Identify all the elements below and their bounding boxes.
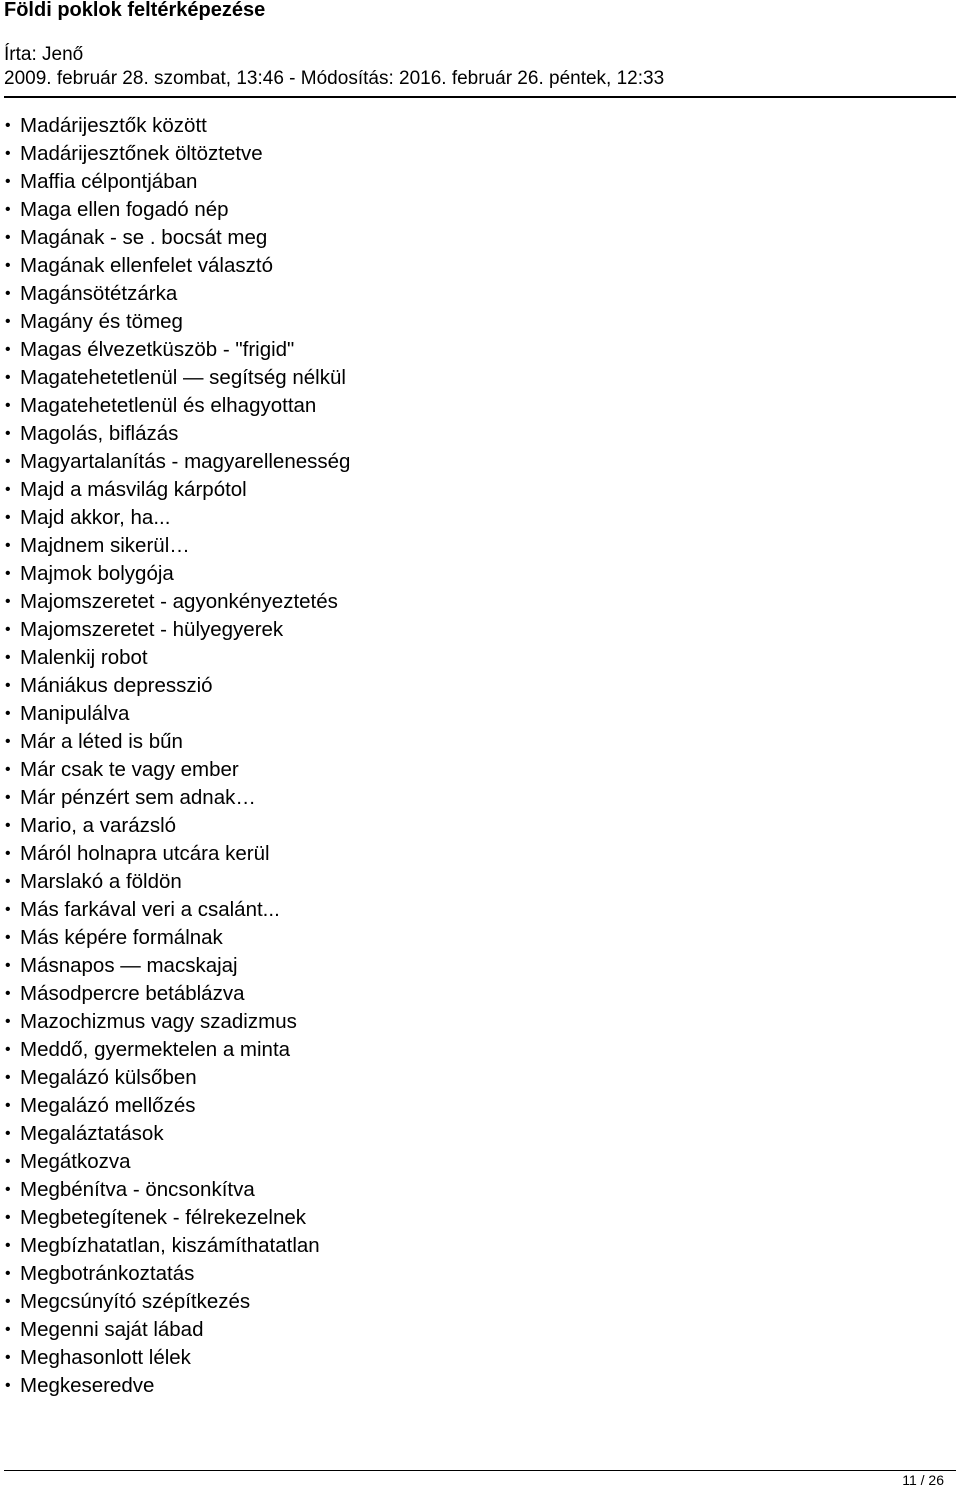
list-item-text: Más farkával veri a csalánt... xyxy=(20,898,280,921)
list-item-text: Megbénítva - öncsonkítva xyxy=(20,1178,255,1201)
bullet-icon: • xyxy=(5,985,11,1002)
bullet-icon: • xyxy=(5,537,11,554)
bullet-icon: • xyxy=(5,677,11,694)
bullet-icon: • xyxy=(5,593,11,610)
bullet-icon: • xyxy=(5,1293,11,1310)
list-item-text: Meghasonlott lélek xyxy=(20,1346,191,1369)
list-item-text: Maga ellen fogadó nép xyxy=(20,198,229,221)
list-item xyxy=(0,280,350,308)
list-item xyxy=(0,812,350,840)
list-item-text: Már a léted is bűn xyxy=(20,730,183,753)
list-item xyxy=(0,168,350,196)
list-item-text: Mazochizmus vagy szadizmus xyxy=(20,1010,297,1033)
bullet-icon: • xyxy=(5,145,11,162)
list-item xyxy=(0,1372,350,1400)
list-item xyxy=(0,952,350,980)
list-item xyxy=(0,504,350,532)
list-item-text: Megenni saját lábad xyxy=(20,1318,204,1341)
list-item-text: Majd a másvilág kárpótol xyxy=(20,478,247,501)
list-item xyxy=(0,924,350,952)
bullet-icon: • xyxy=(5,901,11,918)
list-item xyxy=(0,560,350,588)
bullet-icon: • xyxy=(5,817,11,834)
list-item xyxy=(0,588,350,616)
bullet-icon: • xyxy=(5,789,11,806)
bullet-icon: • xyxy=(5,1181,11,1198)
footer-divider xyxy=(4,1470,956,1471)
bullet-icon: • xyxy=(5,1209,11,1226)
list-item-text: Megátkozva xyxy=(20,1150,131,1173)
list-item xyxy=(0,1148,350,1176)
bullet-icon: • xyxy=(5,565,11,582)
list-item xyxy=(0,420,350,448)
bullet-icon: • xyxy=(5,929,11,946)
list-item-text: Magának ellenfelet választó xyxy=(20,254,273,277)
bullet-icon: • xyxy=(5,873,11,890)
list-item-text: Magolás, biflázás xyxy=(20,422,179,445)
list-item-text: Meddő, gyermektelen a minta xyxy=(20,1038,291,1061)
list-item xyxy=(0,112,350,140)
list-item-text: Magány és tömeg xyxy=(20,310,183,333)
list-item-text: Megbízhatatlan, kiszámíthatatlan xyxy=(20,1234,320,1257)
author-line: Írta: Jenő xyxy=(4,44,84,65)
list-item-text: Magatehetetlenül ― segítség nélkül xyxy=(20,366,346,389)
list-item xyxy=(0,672,350,700)
list-item-text: Már pénzért sem adnak… xyxy=(20,786,256,809)
list-item-text: Maffia célpontjában xyxy=(20,170,198,193)
bullet-icon: • xyxy=(5,1013,11,1030)
list-item xyxy=(0,1092,350,1120)
bullet-icon: • xyxy=(5,733,11,750)
list-item-text: Marslakó a földön xyxy=(20,870,182,893)
list-item-text: Majd akkor, ha... xyxy=(20,506,171,529)
bullet-icon: • xyxy=(5,313,11,330)
list-item xyxy=(0,364,350,392)
list-item xyxy=(0,1232,350,1260)
list-item xyxy=(0,1036,350,1064)
list-item-text: Majdnem sikerül… xyxy=(20,534,190,557)
list-item-text: Majomszeretet - agyonkényeztetés xyxy=(20,590,338,613)
header-divider xyxy=(4,96,956,98)
list-item-text: Megkeseredve xyxy=(20,1374,155,1397)
list-item-text: Magyartalanítás - magyarellenesség xyxy=(20,450,351,473)
bullet-icon: • xyxy=(5,1069,11,1086)
list-item-text: Malenkij robot xyxy=(20,646,148,669)
list-item-text: Madárijesztőnek öltöztetve xyxy=(20,142,263,165)
list-item xyxy=(0,896,350,924)
bullet-icon: • xyxy=(5,481,11,498)
list-item-text: Manipulálva xyxy=(20,702,130,725)
bullet-icon: • xyxy=(5,173,11,190)
list-item xyxy=(0,448,350,476)
bullet-icon: • xyxy=(5,1377,11,1394)
bullet-icon: • xyxy=(5,453,11,470)
list-item xyxy=(0,1260,350,1288)
entry-list xyxy=(0,112,350,1400)
bullet-icon: • xyxy=(5,1125,11,1142)
bullet-icon: • xyxy=(5,117,11,134)
list-item xyxy=(0,476,350,504)
list-item xyxy=(0,868,350,896)
bullet-icon: • xyxy=(5,1237,11,1254)
list-item-text: Megbotránkoztatás xyxy=(20,1262,195,1285)
list-item-text: Majmok bolygója xyxy=(20,562,174,585)
list-item xyxy=(0,1344,350,1372)
list-item xyxy=(0,980,350,1008)
list-item xyxy=(0,392,350,420)
list-item-text: Mániákus depresszió xyxy=(20,674,213,697)
list-item xyxy=(0,1176,350,1204)
bullet-icon: • xyxy=(5,425,11,442)
bullet-icon: • xyxy=(5,1041,11,1058)
list-item xyxy=(0,840,350,868)
bullet-icon: • xyxy=(5,845,11,862)
bullet-icon: • xyxy=(5,705,11,722)
page-title: Földi poklok feltérképezése xyxy=(4,0,266,21)
list-item-text: Mario, a varázsló xyxy=(20,814,177,837)
list-item xyxy=(0,756,350,784)
bullet-icon: • xyxy=(5,257,11,274)
list-item xyxy=(0,336,350,364)
list-item-text: Másodpercre betáblázva xyxy=(20,982,245,1005)
list-item-text: Megcsúnyító szépítkezés xyxy=(20,1290,251,1313)
list-item xyxy=(0,224,350,252)
list-item xyxy=(0,700,350,728)
list-item xyxy=(0,1288,350,1316)
list-item-text: Majomszeretet - hülyegyerek xyxy=(20,618,284,641)
bullet-icon: • xyxy=(5,1349,11,1366)
list-item xyxy=(0,1064,350,1092)
list-item-text: Megbetegítenek - félrekezelnek xyxy=(20,1206,307,1229)
list-item-text: Magas élvezetküszöb - "frigid" xyxy=(20,338,295,361)
list-item xyxy=(0,196,350,224)
bullet-icon: • xyxy=(5,1265,11,1282)
bullet-icon: • xyxy=(5,621,11,638)
bullet-icon: • xyxy=(5,957,11,974)
bullet-icon: • xyxy=(5,397,11,414)
list-item xyxy=(0,1120,350,1148)
list-item-text: Magánsötétzárka xyxy=(20,282,178,305)
bullet-icon: • xyxy=(5,201,11,218)
bullet-icon: • xyxy=(5,509,11,526)
list-item xyxy=(0,644,350,672)
bullet-icon: • xyxy=(5,1097,11,1114)
bullet-icon: • xyxy=(5,285,11,302)
list-item-text: Másnapos ― macskajaj xyxy=(20,954,238,977)
list-item-text: Megalázó mellőzés xyxy=(20,1094,196,1117)
bullet-icon: • xyxy=(5,761,11,778)
bullet-icon: • xyxy=(5,649,11,666)
bullet-icon: • xyxy=(5,229,11,246)
list-item xyxy=(0,1008,350,1036)
list-item-text: Más képére formálnak xyxy=(20,926,223,949)
list-item xyxy=(0,728,350,756)
list-item xyxy=(0,784,350,812)
bullet-icon: • xyxy=(5,1153,11,1170)
list-item xyxy=(0,308,350,336)
list-item xyxy=(0,252,350,280)
date-line: 2009. február 28. szombat, 13:46 - Módosítás: 2016. február 26. péntek, 12:33 xyxy=(4,68,665,89)
list-item xyxy=(0,1204,350,1232)
list-item xyxy=(0,532,350,560)
list-item-text: Megaláztatások xyxy=(20,1122,164,1145)
list-item-text: Megalázó külsőben xyxy=(20,1066,197,1089)
list-item xyxy=(0,140,350,168)
list-item-text: Madárijesztők között xyxy=(20,114,207,137)
list-item xyxy=(0,616,350,644)
list-item-text: Magatehetetlenül és elhagyottan xyxy=(20,394,317,417)
list-item-text: Magának - se . bocsát meg xyxy=(20,226,268,249)
list-item-text: Máról holnapra utcára kerül xyxy=(20,842,270,865)
bullet-icon: • xyxy=(5,1321,11,1338)
bullet-icon: • xyxy=(5,341,11,358)
list-item-text: Már csak te vagy ember xyxy=(20,758,239,781)
list-item xyxy=(0,1316,350,1344)
bullet-icon: • xyxy=(5,369,11,386)
page-number: 11 / 26 xyxy=(902,1472,944,1488)
